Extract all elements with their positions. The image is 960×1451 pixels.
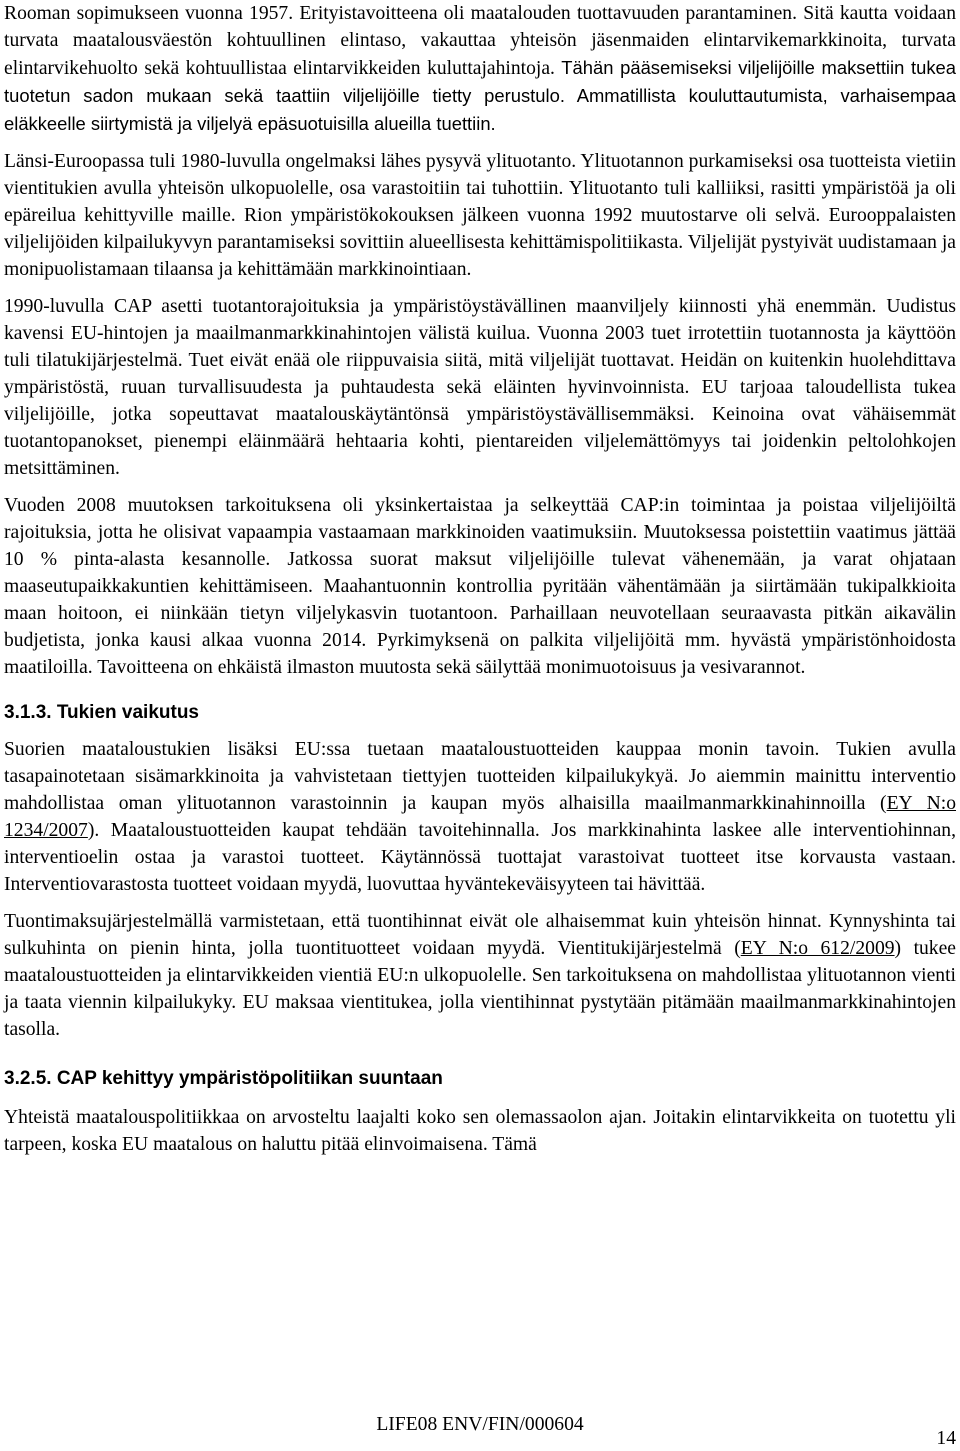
paragraph-cap-goals bbox=[4, 0, 956, 138]
paragraph-2008-change: Vuoden 2008 muutoksen tarkoituksena oli yksinkertaistaa ja selkeyttää CAP:in toimintaa ja poistaa viljelijöiltä rajoituksia, jotta he olisivat vapaampia vastaamaan markkinoiden vaatimuksiin. Muutoksessa poistettiin vaatimus jättää 10 % pinta-alasta kesannolle. Jatkossa suorat maksut viljelijöille tulevat vähenemään, ja varat ohjataan maaseutupaikkakuntien kehittämiseen. Maahantuonnin kontrollia pyritään vähentämään ja siirtämään tukipalkkioita maan hoitoon, ei niinkään tietyn viljelykasvin tuotantoon. Parhaillaan neuvotellaan seuraavasta pitkän aikavälin budjetista, jonka kausi alkaa vuonna 2014. Pyrkimyksenä on palkita viljelijöitä mm. hyvästä ympäristönhoidosta maatiloilla. Tavoitteena on ehkäistä ilmaston muutosta sekä säilyttää monimuotoisuus ja vesivarannot. bbox=[4, 495, 956, 678]
regulation-link-1234-2007[interactable]: EY N:o 1234/2007 bbox=[4, 793, 956, 841]
section-heading-cap-ymparistopolitiikka: 3.2.5. CAP kehittyy ympäristöpolitiikan suuntaan bbox=[4, 1068, 443, 1089]
regulation-link-612-2009[interactable]: EY N:o 612/2009 bbox=[740, 938, 895, 959]
paragraph-overproduction: Länsi-Euroopassa tuli 1980-luvulla ongelmaksi lähes pysyvä ylituotanto. Ylituotannon purkamiseksi osa tuotteista vietiin vientitukien avulla yhteisön ulkopuolelle, osa varastoitiin tai tuhottiin. Ylituotanto tuli kalliiksi, rasitti ympäristöä ja oli epäreilua kehittyville maille. Rion ympäristökokouksen jälkeen vuonna 1992 muutostarve oli selvä. Eurooppalaisten viljelijöiden kilpailukyvyn parantamiseksi sovittiin alueellisesta kehittämispolitiikasta. Viljelijät pystyivät uudistamaan ja monipuolistamaan tilaansa ja kehittämään markkinointiaan. bbox=[4, 151, 956, 280]
paragraph-1990s-reform: 1990-luvulla CAP asetti tuotantorajoituksia ja ympäristöystävällinen maanviljely kiinnosti yhä enemmän. Uudistus kavensi EU-hintojen ja maailmanmarkkinahintojen välistä kuilua. Vuonna 2003 tuet irrotettiin tuotannosta ja käyttöön tuli tilatukijärjestelmä. Tuet eivät enää ole riippuvaisia siitä, mitä viljelijät tuottavat. Heidän on kuitenkin huolehdittava ympäristöstä, ruuan turvallisuudesta ja puhtaudesta sekä eläinten hyvinvoinnista. EU tarjoaa taloudellista tukea viljelijöille, jotka sopeuttavat maatalouskäytäntönsä ympäristöystävällisemmäksi. Keinoina ovat vähäisemmät tuotantopanokset, pienempi eläinmäärä hehtaaria kohti, pientareiden viljelemättömyys tai joidenkin peltolohkojen metsittäminen. bbox=[4, 296, 956, 479]
footer-project-code: LIFE08 ENV/FIN/000604 bbox=[376, 1414, 584, 1435]
page-number: 14 bbox=[936, 1428, 956, 1449]
document-page bbox=[4, 0, 956, 1158]
paragraph-market-support-text-end: ). Maataloustuotteiden kaupat tehdään tavoitehinnalla. Jos markkinahinta laskee alle interventiohinnan, interventioelin ostaa ja varastoi tuotteet. Käytännössä tuottajat varastoivat tuotteet itse korvausta vastaan. Interventiovarastosta tuotteet voidaan myydä, luovuttaa hyväntekeväisyyteen tai hävittää. bbox=[4, 820, 956, 895]
paragraph-cap-goals-text: Rooman sopimukseen vuonna 1957. Erityistavoitteena oli maatalouden tuottavuuden parantaminen. Sitä kautta voidaan turvata maatalousväestön kohtuullinen elintaso, vakauttaa yhteisön jäsenmaiden elintarvikemarkkinoita, turvata elintarvikehuolto sekä kohtuullistaa elintarvikkeiden kuluttajahintoja. bbox=[4, 3, 956, 79]
paragraph-import-export bbox=[4, 908, 956, 1043]
paragraph-cap-criticism: Yhteistä maatalouspolitiikkaa on arvosteltu laajalti koko sen olemassaolon ajan. Joitakin elintarvikkeita on tuotettu yli tarpeen, koska EU maatalous on haluttu pitää elinvoimaisena. Tämä bbox=[4, 1107, 956, 1155]
section-heading-tukien-vaikutus: 3.1.3. Tukien vaikutus bbox=[4, 702, 200, 723]
paragraph-import-export-text-end: ) tukee maataloustuotteiden ja elintarvikkeiden vientiä EU:n ulkopuolelle. Sen tarkoituksena on mahdollistaa ylituotannon vienti ja taata viennin kilpailukyky. EU maksaa vientitukea, jolla vientihinnat pystytään pitämään maailmanmarkkinahintojen tasolla. bbox=[4, 938, 956, 1040]
paragraph-cap-goals-support-text: Tähän pääsemiseksi viljelijöille maksettiin tukea tuotetun sadon mukaan sekä taattiin viljelijöille tietty perustulo. Ammatillista kouluttautumista, varhaisempaa eläkkeelle siirtymistä ja viljelyä epäsuotuisilla alueilla tuettiin. bbox=[4, 57, 956, 134]
paragraph-market-support-text-start: Suorien maataloustukien lisäksi EU:ssa tuetaan maataloustuotteiden kauppaa monin tavoin. Tukien avulla tasapainotetaan sisämarkkinoita ja vahvistetaan tiettyjen tuotteiden kilpailukykyä. Jo aiemmin mainittu interventio mahdollistaa oman ylituotannon varastoinnin ja kaupan myös alhaisilla maailmanmarkkinahinnoilla ( bbox=[4, 739, 956, 814]
paragraph-import-export-text-start: Tuontimaksujärjestelmällä varmistetaan, että tuontihinnat eivät ole alhaisemmat kuin yhteisön hinnat. Kynnyshinta tai sulkuhinta on pienin hinta, jolla tuontituotteet voidaan myydä. Vientitukijärjestelmä ( bbox=[4, 911, 956, 959]
paragraph-market-support bbox=[4, 736, 956, 898]
